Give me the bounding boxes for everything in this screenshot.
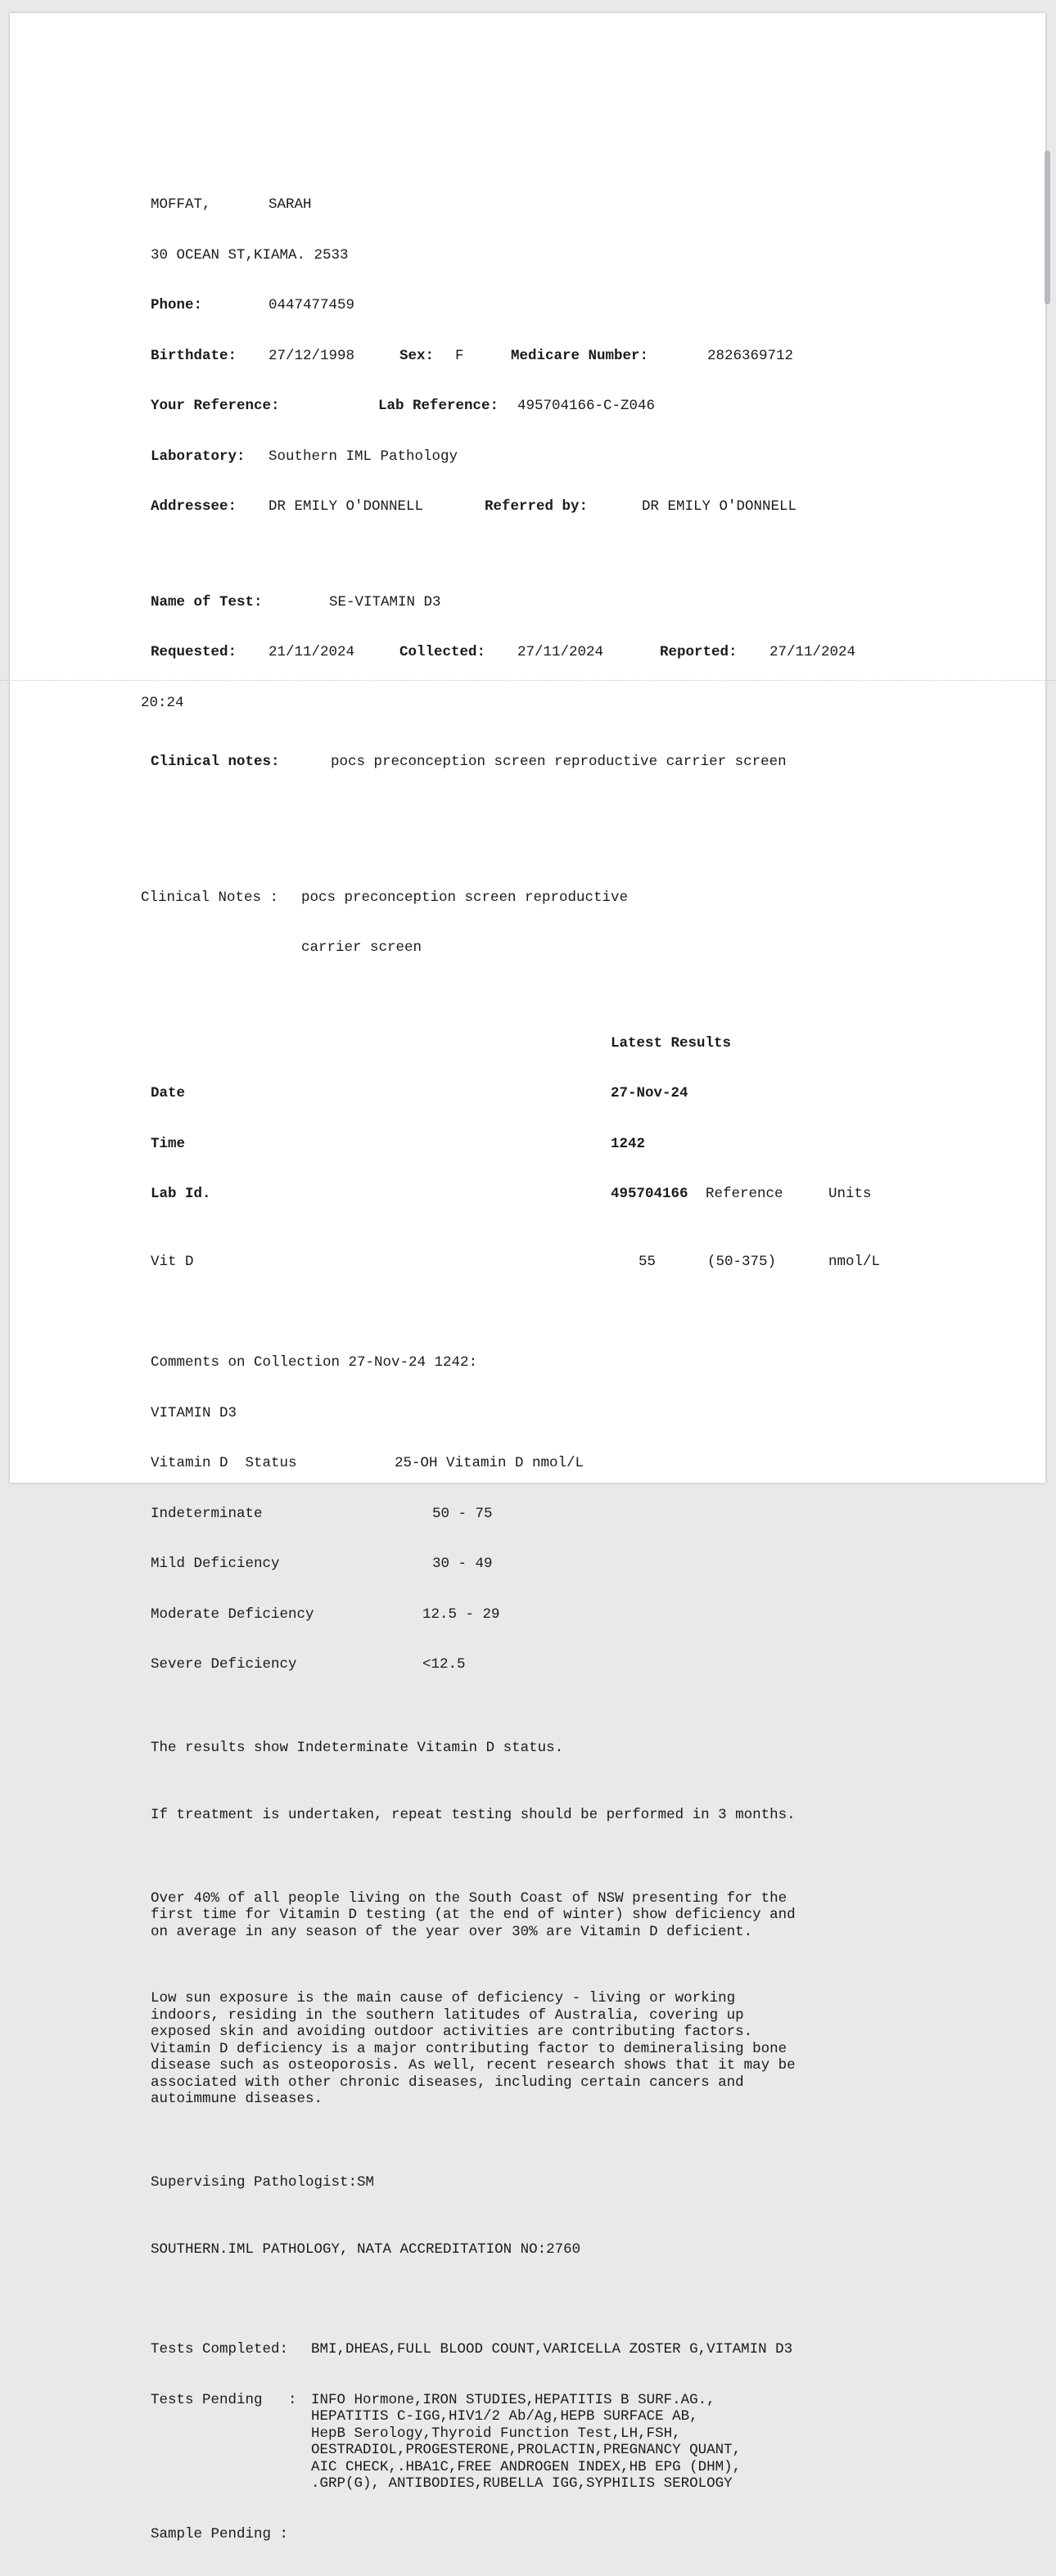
treatment-note: If treatment is undertaken, repeat testing should be performed in 3 months.: [151, 1806, 796, 1823]
value-column-header: 25-OH Vitamin D nmol/L: [395, 1455, 584, 1471]
your-reference-label: Your Reference:: [151, 398, 280, 414]
status-row-label: Moderate Deficiency: [151, 1605, 314, 1623]
status-row-label: Mild Deficiency: [151, 1556, 280, 1572]
reported-time: 20:24: [141, 694, 184, 711]
latest-results-heading: Latest Results: [611, 1034, 732, 1052]
lab-reference-value: 495704166-C-Z046: [517, 398, 656, 414]
result-reference-range: (50-375): [707, 1253, 777, 1270]
lab-reference-label: Lab Reference:: [378, 398, 499, 414]
tests-completed-label: Tests Completed:: [151, 2341, 289, 2358]
notes-line-2: carrier screen: [301, 939, 422, 956]
clinical-notes-value: pocs preconception screen reproductive carrier screen: [331, 754, 787, 770]
birthdate-value: 27/12/1998: [269, 347, 355, 364]
status-column-header: Vitamin D Status: [151, 1455, 297, 1471]
status-row-label: Indeterminate: [151, 1505, 263, 1522]
comments-title: VITAMIN D3: [151, 1404, 237, 1421]
requested-label: Requested:: [151, 644, 237, 660]
result-interpretation: The results show Indeterminate Vitamin D status.: [151, 1740, 564, 1756]
notes-label: Clinical Notes :: [141, 889, 279, 906]
result-units: nmol/L: [828, 1253, 881, 1270]
phone-value: 0447477459: [269, 297, 355, 313]
time-value: 1242: [611, 1135, 646, 1152]
sample-pending-label: Sample Pending :: [151, 2525, 289, 2542]
sun-exposure-paragraph: Low sun exposure is the main cause of deficiency - living or working indoors, residing in the southern latitudes of Australia, covering up exposed skin and avoiding outdoor activities are contributing factors. Vitamin D deficiency is a major contributing factor to demineralising bone disease such as osteoporosis. As well, recent research shows that it may be associated with other chronic diseases, including certain cancers and autoimmune diseases.: [151, 1990, 796, 2107]
lab-id-label: Lab Id.: [151, 1186, 211, 1202]
requested-value: 21/11/2024: [269, 644, 355, 660]
lab-id-value: 495704166: [611, 1186, 688, 1202]
medicare-label: Medicare Number:: [511, 347, 649, 364]
medicare-value: 2826369712: [707, 347, 794, 364]
patient-surname: MOFFAT,: [151, 196, 211, 213]
referred-by-value: DR EMILY O'DONNELL: [642, 498, 797, 515]
reported-value: 27/11/2024: [769, 644, 856, 660]
tests-completed-value: BMI,DHEAS,FULL BLOOD COUNT,VARICELLA ZOSTER G,VITAMIN D3: [311, 2341, 793, 2358]
units-header: Units: [828, 1186, 872, 1202]
comments-header: Comments on Collection 27-Nov-24 1242:: [151, 1354, 478, 1371]
status-row-range: 50 - 75: [432, 1505, 493, 1522]
patient-given-name: SARAH: [269, 196, 312, 213]
collected-value: 27/11/2024: [517, 644, 604, 660]
sex-label: Sex:: [399, 347, 435, 364]
report-content: [139, 129, 881, 2560]
test-name-label: Name of Test:: [151, 593, 263, 610]
result-value: 55: [639, 1253, 657, 1270]
test-name-value: SE-VITAMIN D3: [329, 593, 441, 610]
reported-label: Reported:: [660, 644, 738, 660]
reference-header: Reference: [706, 1186, 783, 1202]
patient-address: 30 OCEAN ST,KIAMA. 2533: [151, 246, 349, 263]
time-label: Time: [151, 1135, 186, 1152]
scrollbar-thumb[interactable]: [1045, 151, 1050, 304]
phone-label: Phone:: [151, 297, 203, 313]
laboratory-label: Laboratory:: [151, 448, 246, 465]
deficiency-statistics-paragraph: Over 40% of all people living on the South Coast of NSW presenting for the first time for Vitamin D testing (at the end of winter) show deficiency and on average in any season of the year over 30% are Vitamin D deficient.: [151, 1889, 796, 1940]
birthdate-label: Birthdate:: [151, 347, 237, 364]
status-row-range: 30 - 49: [432, 1556, 493, 1572]
addressee-value: DR EMILY O'DONNELL: [269, 498, 424, 515]
accreditation-line: SOUTHERN.IML PATHOLOGY, NATA ACCREDITATION NO:2760: [151, 2240, 581, 2258]
laboratory-value: Southern IML Pathology: [269, 448, 458, 465]
supervising-pathologist: Supervising Pathologist:SM: [151, 2174, 375, 2191]
scrollbar[interactable]: [1043, 13, 1051, 1483]
notes-line-1: pocs preconception screen reproductive: [301, 889, 629, 906]
tests-pending-value: INFO Hormone,IRON STUDIES,HEPATITIS B SURF.AG., HEPATITIS C-IGG,HIV1/2 Ab/Ag,HEPB SURFACE AB, HepB Serology,Thyroid Function Test,LH,FSH, OESTRADIOL,PROGESTERONE,PROLACTIN,PREGNANCY QUANT, AIC CHECK,.HBA1C,FREE ANDROGEN INDEX,HB EPG (DHM), .GRP(G), ANTIBODIES,RUBELLA IGG,SYPHILIS SEROLOGY: [311, 2391, 742, 2492]
status-row-range: <12.5: [422, 1656, 466, 1673]
status-row-range: 12.5 - 29: [422, 1605, 500, 1623]
date-value: 27-Nov-24: [611, 1085, 688, 1101]
clinical-notes-label: Clinical notes:: [151, 754, 280, 770]
sex-value: F: [455, 347, 464, 364]
date-label: Date: [151, 1085, 186, 1101]
addressee-label: Addressee:: [151, 498, 237, 515]
status-row-label: Severe Deficiency: [151, 1656, 297, 1673]
result-test-name: Vit D: [151, 1253, 194, 1270]
collected-label: Collected:: [399, 644, 486, 660]
tests-pending-label: Tests Pending :: [151, 2391, 297, 2408]
referred-by-label: Referred by:: [485, 498, 589, 515]
